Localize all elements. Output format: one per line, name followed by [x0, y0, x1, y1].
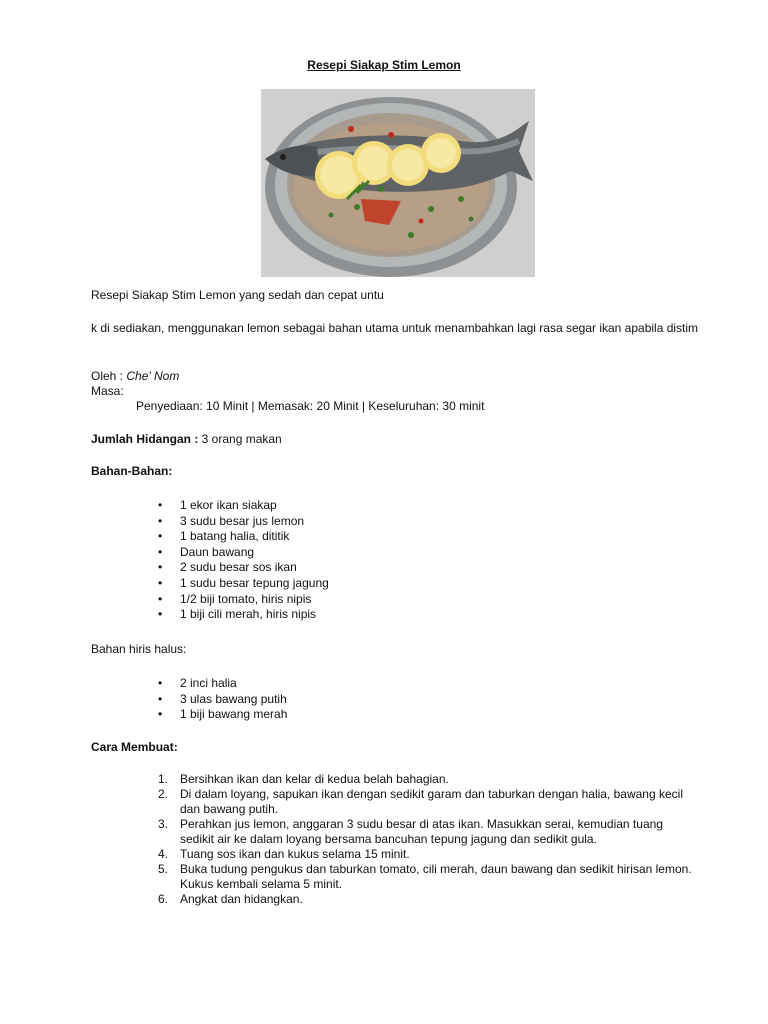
step-text: Di dalam loyang, sapukan ikan dengan sedikit garam dan taburkan dengan halia, bawang kecil dan bawang putih. [180, 787, 683, 816]
page-title: Resepi Siakap Stim Lemon [307, 58, 461, 72]
dish-photo [261, 89, 535, 277]
method-step [158, 772, 698, 787]
step-number: 6. [158, 892, 169, 906]
step-text: Angkat dan hidangkan. [180, 892, 303, 906]
sliced-ingredient-item: • 1 biji bawang merah [158, 707, 287, 723]
ingredients-list [158, 498, 329, 623]
method-step [158, 862, 698, 892]
author-line [91, 369, 711, 384]
sliced-ingredient-item: • 3 ulas bawang putih [158, 692, 287, 708]
method-step [158, 892, 698, 907]
step-number: 3. [158, 817, 169, 831]
step-text: Tuang sos ikan dan kukus selama 15 minit. [180, 847, 410, 861]
ingredient-item: • Daun bawang [158, 545, 329, 561]
ingredient-item: • 1 biji cili merah, hiris nipis [158, 607, 329, 623]
ingredient-item: • 1 sudu besar tepung jagung [158, 576, 329, 592]
steamed-fish-image [261, 89, 535, 277]
intro-line-1: Resepi Siakap Stim Lemon yang sedah dan cepat untu [91, 288, 384, 302]
servings-label: Jumlah Hidangan : [91, 432, 199, 446]
author-name: Che' Nom [126, 369, 180, 383]
author-label: Oleh : [91, 369, 127, 383]
masa-label: Masa: [91, 384, 124, 398]
ingredient-item: • 2 sudu besar sos ikan [158, 560, 329, 576]
step-text: Bersihkan ikan dan kelar di kedua belah bahagian. [180, 772, 449, 786]
step-number: 4. [158, 847, 169, 861]
step-text: Buka tudung pengukus dan taburkan tomato, cili merah, daun bawang dan sedikit hirisan lemon. Kukus kembali selama 5 minit. [180, 862, 692, 891]
ingredient-item: • 3 sudu besar jus lemon [158, 514, 329, 530]
method-step [158, 787, 698, 817]
step-text: Perahkan jus lemon, anggaran 3 sudu besar di atas ikan. Masukkan serai, kemudian tuang sedikit air ke dalam loyang bersama bancuhan tepung jagung dan sedikit gula. [180, 817, 663, 846]
sliced-ingredients-list [158, 676, 287, 723]
step-number: 5. [158, 862, 169, 876]
method-heading: Cara Membuat: [91, 740, 178, 754]
intro-line-2: k di sediakan, menggunakan lemon sebagai bahan utama untuk menambahkan lagi rasa segar ikan apabila distim [91, 321, 699, 335]
time-details: Penyediaan: 10 Minit | Memasak: 20 Minit | Keseluruhan: 30 minit [136, 399, 485, 413]
method-steps [158, 772, 698, 907]
method-step [158, 847, 698, 862]
sliced-ingredient-item: • 2 inci halia [158, 676, 287, 692]
step-number: 1. [158, 772, 169, 786]
servings-line [91, 432, 711, 447]
ingredient-item: • 1 ekor ikan siakap [158, 498, 329, 514]
ingredient-item: • 1/2 biji tomato, hiris nipis [158, 592, 329, 608]
ingredient-item: • 1 batang halia, dititik [158, 529, 329, 545]
sliced-ingredients-heading: Bahan hiris halus: [91, 642, 187, 656]
servings-value: 3 orang makan [198, 432, 282, 446]
step-number: 2. [158, 787, 169, 801]
method-step [158, 817, 698, 847]
ingredients-heading: Bahan-Bahan: [91, 464, 173, 478]
